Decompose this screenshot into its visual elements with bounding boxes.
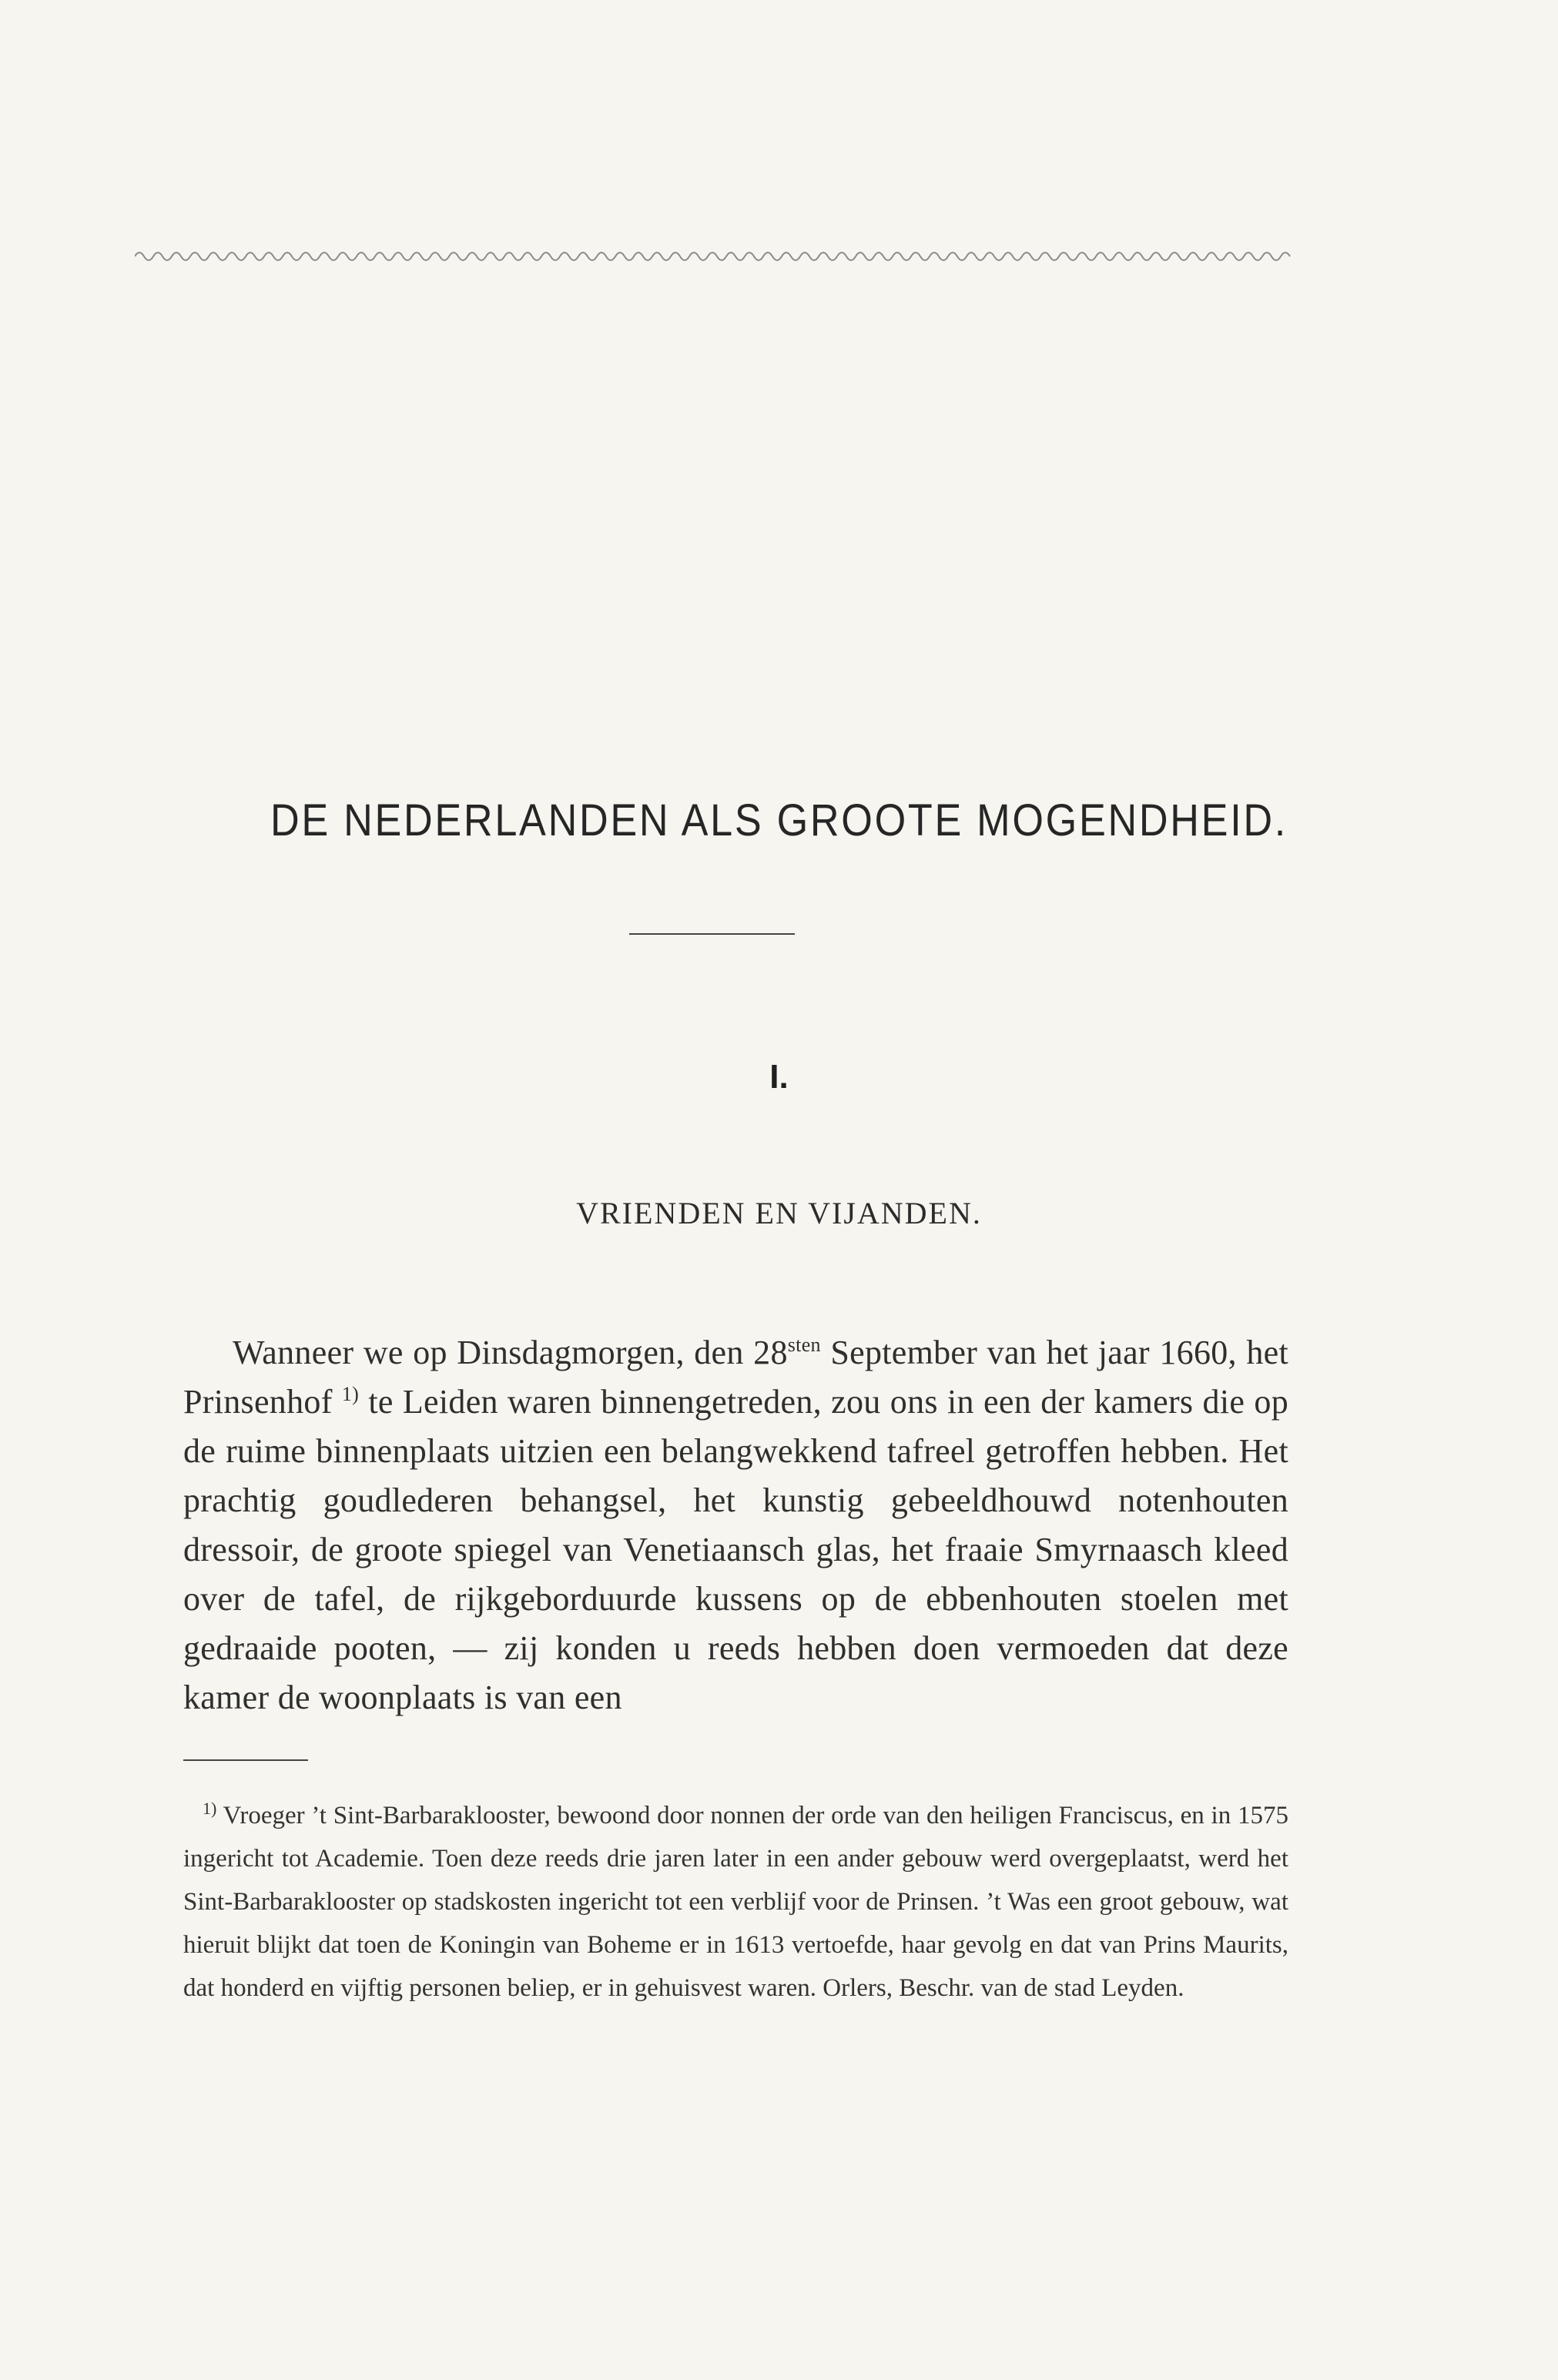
body-text-continued: September van het jaar 1660, het Prinsenhof <box>183 1334 1288 1421</box>
body-text-rest: te Leiden waren binnengetreden, zou ons in een der kamers die op de ruime binnenplaats uitzien een belangwekkend tafreel getroffen hebben. Het prachtig goudlederen behangsel, het kunstig gebeeldhouwd notenhouten dressoir, de groote spiegel van Venetiaansch glas, het fraaie Smyrnaasch kleed over de tafel, de rijkgeborduurde kussens op de ebbenhouten stoelen met gedraaide pooten, — zij konden u reeds hebben doen vermoeden dat deze kamer de woonplaats is van een <box>183 1383 1288 1716</box>
footnote <box>183 1794 1288 2010</box>
body-paragraph <box>183 1328 1288 1722</box>
chapter-number: I. <box>769 1058 789 1096</box>
footnote-text: Vroeger ’t Sint-Barbaraklooster, bewoond door nonnen der orde van den heiligen Franciscus, en in 1575 ingericht tot Academie. Toen deze reeds drie jaren later in een ander gebouw werd overgeplaatst, werd het Sint-Barbaraklooster op stadskosten ingericht tot een verblijf voor de Prinsen. ’t Was een groot gebouw, wat hieruit blijkt dat toen de Koningin van Boheme er in 1613 vertoefde, haar gevolg en dat van Prins Maurits, dat honderd en vijftig personen beliep, er in gehuisvest waren. Orlers, Beschr. van de stad Leyden. <box>183 1802 1288 2002</box>
footnote-divider <box>183 1759 308 1761</box>
chapter-title: VRIENDEN EN VIJANDEN. <box>576 1196 982 1230</box>
ordinal-suffix: sten <box>787 1334 821 1356</box>
footnote-reference: 1) <box>341 1383 360 1405</box>
body-text-start: Wanneer we op Dinsdagmorgen, den 28 <box>233 1334 788 1371</box>
title-divider <box>629 933 795 935</box>
wavy-line-ornament <box>135 245 1298 268</box>
page-title: DE NEDERLANDEN ALS GROOTE MOGENDHEID. <box>270 795 1288 845</box>
footnote-marker: 1) <box>203 1799 217 1818</box>
